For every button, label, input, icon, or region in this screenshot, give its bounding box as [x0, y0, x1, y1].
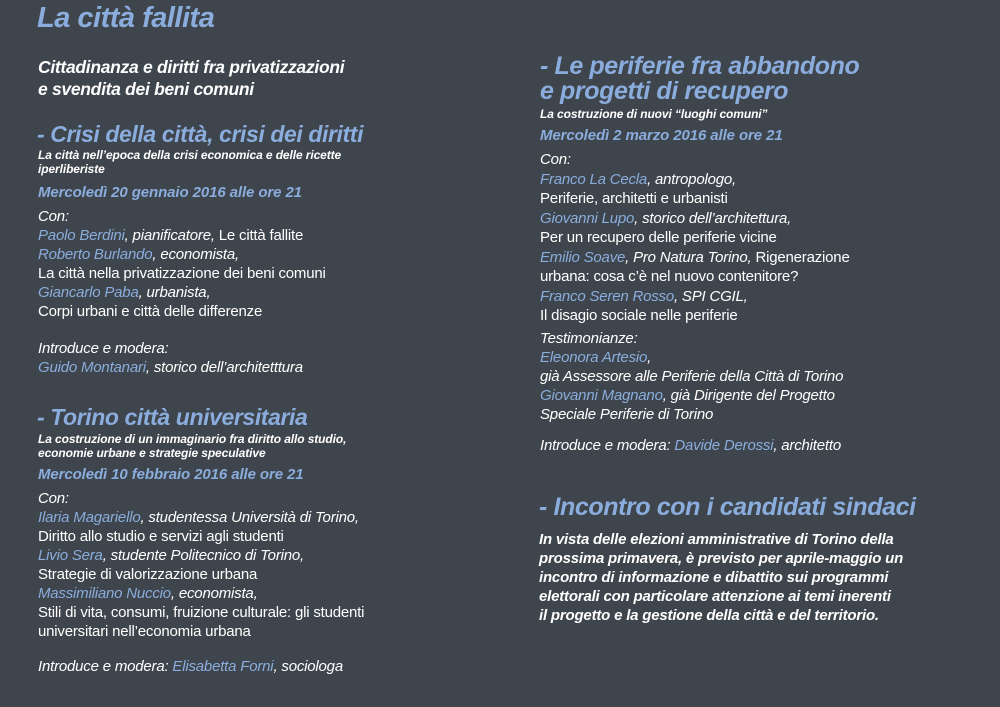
talk-title: Il disagio sociale nelle periferie: [540, 307, 738, 324]
speaker-line: [540, 248, 850, 268]
page-subtitle: [38, 56, 344, 100]
heading-line: - Le periferie fra abbandono: [540, 52, 860, 80]
moderator-name: Davide Derossi: [674, 437, 774, 454]
speaker-role: , pianificatore,: [124, 227, 215, 244]
con-label: Con:: [38, 490, 69, 507]
section-paragraph: [539, 530, 903, 625]
con-label: Con:: [38, 208, 69, 225]
event-date: Mercoledì 10 febbraio 2016 alle ore 21: [38, 466, 304, 483]
talk-title: Corpi urbani e città delle differenze: [38, 303, 263, 320]
paragraph-line: il progetto e la gestione della città e del territorio.: [539, 607, 879, 624]
speaker-role: , economista,: [170, 585, 258, 602]
speakers-list: [38, 489, 364, 641]
event-date: Mercoledì 20 gennaio 2016 alle ore 21: [38, 184, 302, 201]
speaker-role: , urbanista,: [138, 284, 211, 301]
testimonial-role: , già Dirigente del Progetto: [662, 387, 835, 404]
speaker-line: [38, 245, 326, 264]
speaker-name: Massimiliano Nuccio: [38, 585, 171, 602]
speaker-name: Paolo Berdini: [38, 227, 125, 244]
subtitle-line: e svendita dei beni comuni: [38, 79, 254, 99]
testimonials-block: [540, 329, 843, 424]
subtitle-line: Cittadinanza e diritti fra privatizzazioni: [38, 57, 345, 77]
paragraph-line: In vista delle elezioni amministrative di Torino della: [539, 531, 894, 548]
speaker-role: , studente Politecnico di Torino,: [102, 547, 305, 564]
description-line: La città nell’epoca della crisi economica e delle ricette: [38, 148, 342, 162]
speaker-name: Roberto Burlando: [38, 246, 153, 263]
talk-title: Le città fallite: [214, 227, 304, 244]
section-heading-torino: - Torino città universitaria: [37, 404, 308, 430]
description-line: La costruzione di un immaginario fra diritto allo studio,: [38, 432, 347, 446]
testimonial-role: Speciale Periferie di Torino: [540, 406, 714, 423]
heading-line: e progetti di recupero: [540, 77, 789, 105]
speaker-role: , storico dell’architettura,: [634, 209, 792, 227]
section-heading-crisi: - Crisi della città, crisi dei diritti: [37, 121, 364, 147]
moderator-role: , sociologa: [273, 658, 343, 675]
testimonial-role: già Assessore alle Periferie della Città di Torino: [540, 368, 844, 385]
intro-label: Introduce e modera:: [38, 340, 169, 357]
section-heading-candidati: - Incontro con i candidati sindaci: [539, 493, 916, 521]
speaker-line: [38, 508, 364, 527]
speaker-role: , economista,: [152, 246, 239, 263]
speaker-name: Emilio Soave: [540, 248, 626, 266]
moderator-name: Guido Montanari: [38, 359, 146, 376]
moderator-line: [38, 657, 343, 676]
speaker-role: , SPI CGIL,: [673, 287, 748, 305]
speaker-role: , antropologo,: [647, 170, 736, 188]
paragraph-line: incontro di informazione e dibattito sui programmi: [539, 569, 889, 586]
testimonial-line: [540, 386, 843, 405]
speaker-name: Franco Seren Rosso: [540, 287, 674, 305]
moderator-line: [540, 436, 841, 455]
talk-title: universitari nell’economia urbana: [38, 623, 251, 640]
talk-title: Strategie di valorizzazione urbana: [38, 566, 258, 583]
section-description: [38, 432, 346, 460]
moderator-block: [38, 657, 343, 676]
speaker-line: [38, 226, 326, 245]
testimonial-sep: ,: [647, 349, 652, 366]
moderator-name: Elisabetta Forni: [172, 658, 274, 675]
talk-title: La città nella privatizzazione dei beni comuni: [38, 265, 326, 282]
testimonials-label: Testimonianze:: [540, 330, 638, 347]
testimonial-name: Eleonora Artesio: [540, 349, 648, 366]
speaker-line: [540, 170, 850, 190]
talk-title: Rigenerazione: [751, 248, 850, 266]
section-description: La costruzione di nuovi “luoghi comuni”: [540, 107, 768, 121]
section-heading-periferie: [540, 54, 859, 104]
moderator-line: [38, 358, 303, 377]
speaker-line: [38, 546, 364, 565]
talk-title: Stili di vita, consumi, fruizione culturale: gli studenti: [38, 604, 365, 621]
talk-title: urbana: cosa c’è nel nuovo contenitore?: [540, 268, 799, 285]
moderator-role: , architetto: [773, 437, 841, 454]
speaker-name: Livio Sera: [38, 547, 103, 564]
moderator-role: , storico dell’architetttura: [145, 359, 303, 376]
speaker-name: Giovanni Lupo: [540, 209, 635, 227]
speakers-list: [38, 207, 326, 321]
event-date: Mercoledì 2 marzo 2016 alle ore 21: [540, 127, 783, 144]
speaker-line: [38, 584, 364, 603]
speaker-name: Giancarlo Paba: [38, 284, 139, 301]
paragraph-line: prossima primavera, è previsto per aprile-maggio un: [539, 550, 904, 567]
paragraph-line: elettorali con particolare attenzione ai temi inerenti: [539, 588, 891, 605]
speaker-line: [540, 209, 850, 229]
talk-title: Periferie, architetti e urbanisti: [540, 190, 728, 207]
talk-title: Per un recupero delle periferie vicine: [540, 229, 777, 246]
speaker-name: Ilaria Magariello: [38, 509, 141, 526]
section-description: [38, 148, 341, 176]
speaker-name: Franco La Cecla: [540, 170, 648, 188]
testimonial-name: Giovanni Magnano: [540, 387, 663, 404]
con-label: Con:: [540, 151, 571, 168]
description-line: economie urbane e strategie speculative: [38, 446, 266, 460]
moderator-block: [540, 436, 841, 455]
speaker-role: , Pro Natura Torino,: [625, 248, 752, 266]
page-title: La città fallita: [37, 2, 215, 34]
speaker-line: [540, 287, 850, 307]
talk-title: Diritto allo studio e servizi agli studenti: [38, 528, 284, 545]
intro-label: Introduce e modera:: [540, 437, 675, 454]
speaker-role: , studentessa Università di Torino,: [140, 509, 359, 526]
testimonial-line: [540, 348, 843, 367]
moderator-block: [38, 339, 303, 377]
intro-label: Introduce e modera:: [38, 658, 169, 675]
description-line: iperliberiste: [38, 162, 105, 176]
speakers-list: [540, 150, 850, 326]
speaker-line: [38, 283, 326, 302]
